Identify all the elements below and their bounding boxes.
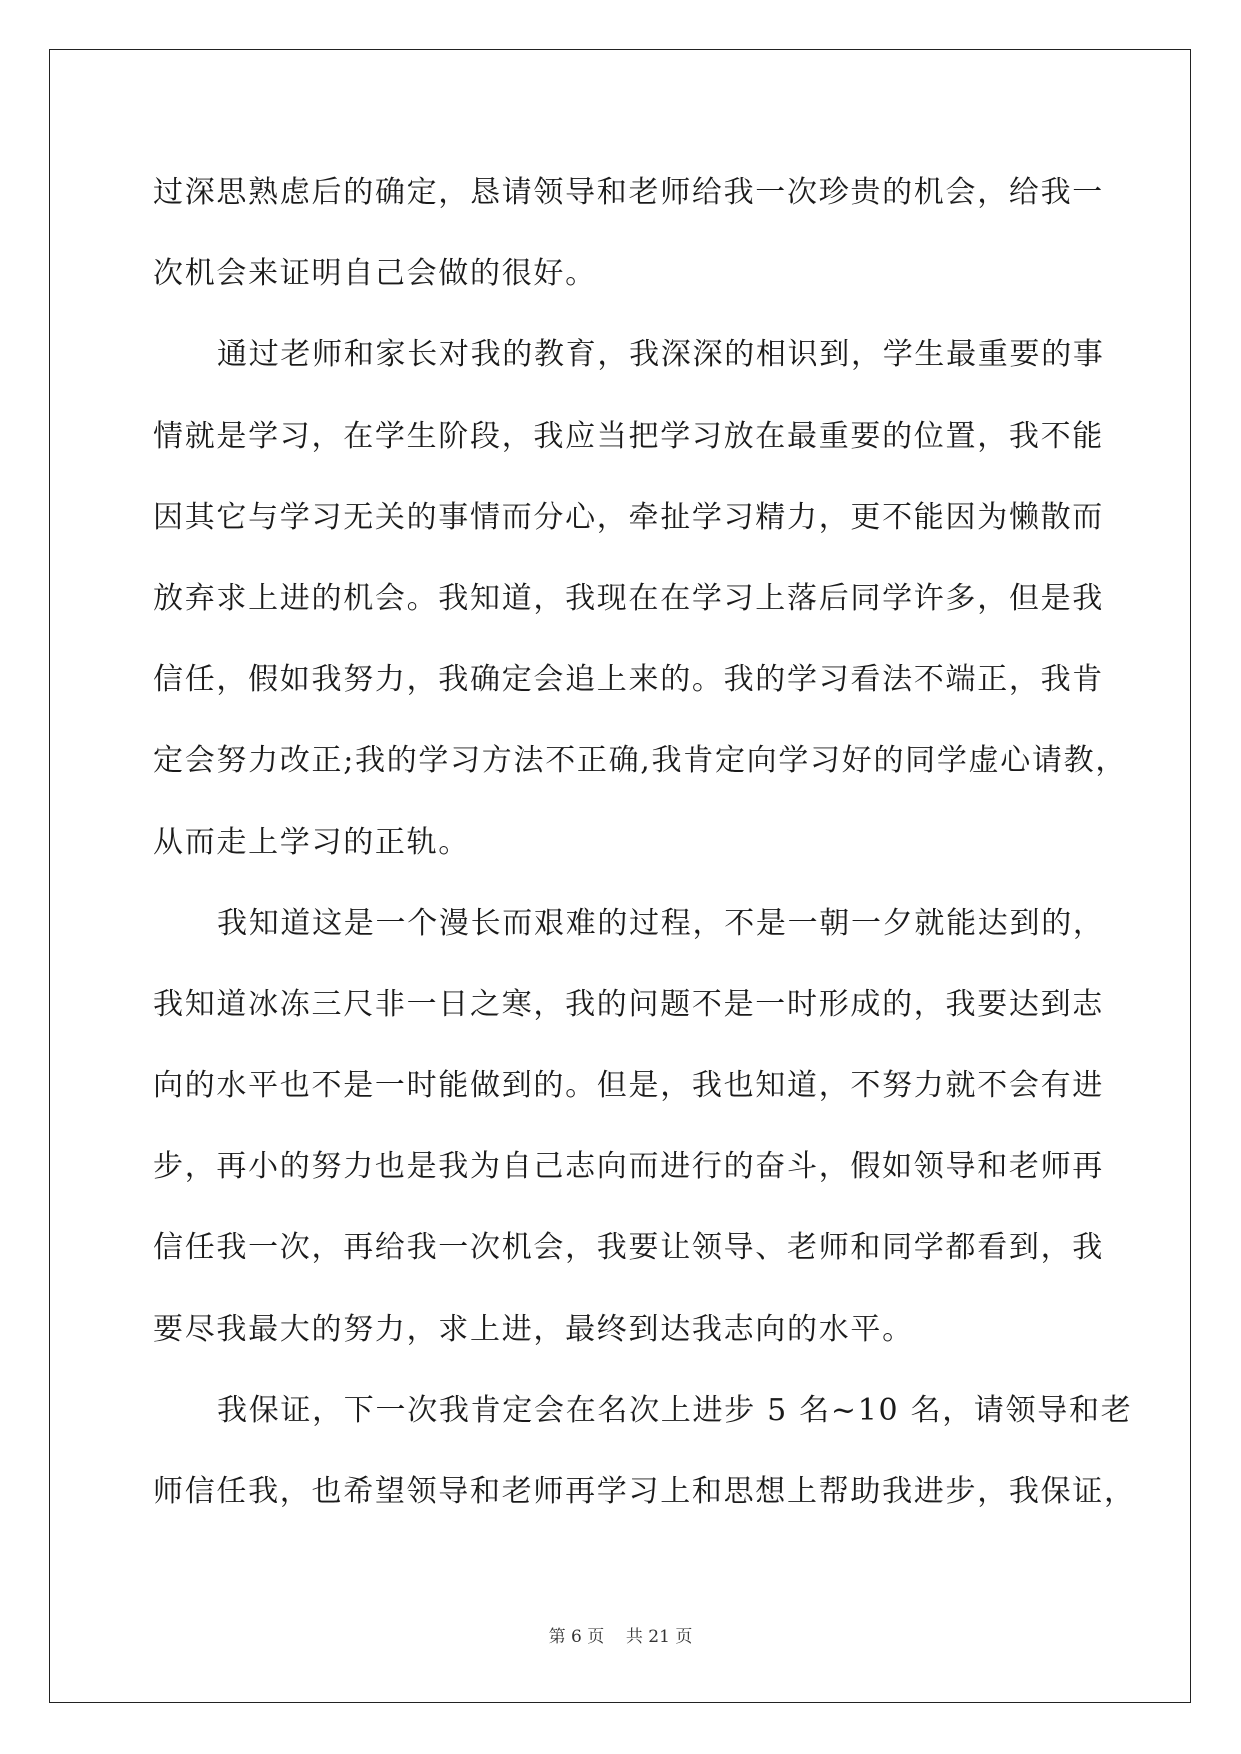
text-line: 过深思熟虑后的确定，恳请领导和老师给我一次珍贵的机会，给我一 — [153, 175, 1104, 210]
document-body — [153, 152, 1136, 1532]
text-line: 步，再小的努力也是我为自己志向而进行的奋斗，假如领导和老师再 — [153, 1149, 1104, 1185]
text-line: 情就是学习，在学生阶段，我应当把学习放在最重要的位置，我不能 — [153, 418, 1104, 454]
text-line: 向的水平也不是一时能做到的。但是，我也知道，不努力就不会有进 — [153, 1068, 1104, 1104]
text-line: 信任我一次，再给我一次机会，我要让领导、老师和同学都看到，我 — [153, 1230, 1104, 1266]
text-line: 定会努力改正;我的学习方法不正确,我肯定向学习好的同学虚心请教， — [153, 743, 1128, 779]
page-footer — [0, 1622, 1241, 1647]
text-line: 我知道冰冻三尺非一日之寒，我的问题不是一时形成的，我要达到志 — [153, 986, 1104, 1022]
text-line: 次机会来证明自己会做的很好。 — [153, 256, 597, 292]
page-number: 第 6 页 — [548, 1627, 605, 1647]
paragraph-start-line: 通过老师和家长对我的教育，我深深的相识到，学生最重要的事 — [217, 337, 1105, 373]
text-line: 放弃求上进的机会。我知道，我现在在学习上落后同学许多，但是我 — [153, 580, 1104, 616]
text-line: 信任，假如我努力，我确定会追上来的。我的学习看法不端正，我肯 — [153, 662, 1104, 698]
text-line: 要尽我最大的努力，求上进，最终到达我志向的水平。 — [153, 1311, 914, 1347]
text-line: 因其它与学习无关的事情而分心，牵扯学习精力，更不能因为懒散而 — [153, 499, 1104, 535]
paragraph-start-line: 我知道这是一个漫长而艰难的过程，不是一朝一夕就能达到的， — [217, 905, 1105, 941]
paragraph-start-line: 我保证，下一次我肯定会在名次上进步 5 名~10 名，请领导和老 — [217, 1392, 1133, 1428]
page-total: 共 21 页 — [625, 1627, 693, 1647]
text-line: 从而走上学习的正轨。 — [153, 824, 470, 860]
text-line: 师信任我，也希望领导和老师再学习上和思想上帮助我进步，我保证， — [153, 1474, 1136, 1509]
